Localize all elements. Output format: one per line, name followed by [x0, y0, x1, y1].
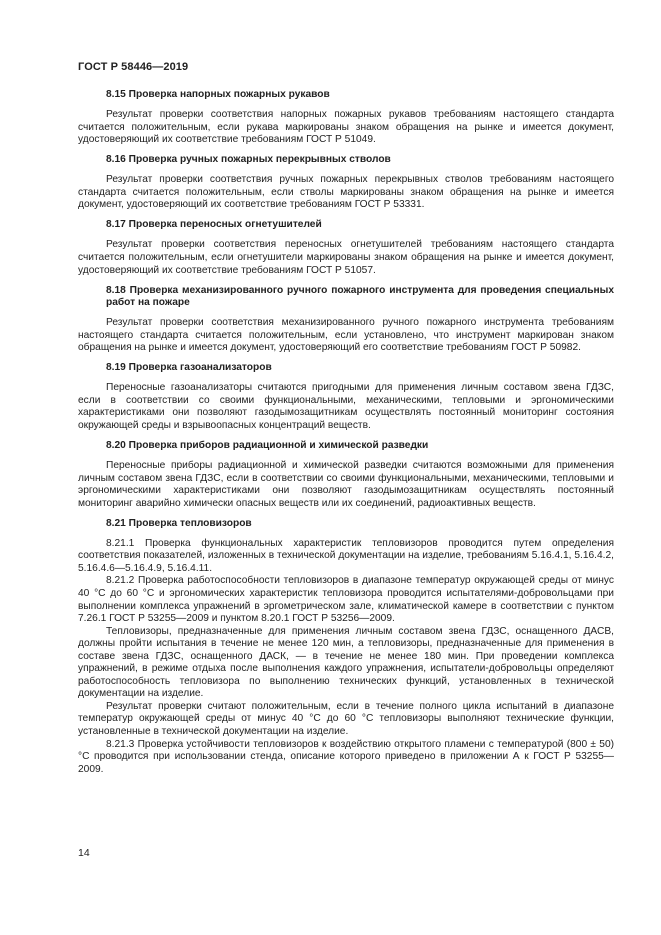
section-paragraph: 8.21.2 Проверка работоспособности тепловизоров в диапазоне температур окружающей среды от минус 40 °С до 60 °С и эргономических характеристик тепловизора проводится испытателями-добровольцами при выполнении комплекса упражнений в эргометрическом зале, климатической камере в соответствии с пунктом 7.26.1 ГОСТ Р 53255—2009 и пунктом 8.20.1 ГОСТ Р 53256—2009.	[78, 575, 614, 625]
section-heading: 8.18 Проверка механизированного ручного пожарного инструмента для проведения специальных работ на пожаре	[106, 284, 614, 309]
section-paragraph: Переносные газоанализаторы считаются пригодными для применения личным составом звена ГДЗС, если в соответствии со своими функциональными, механическими, тепловыми и эргономическими характеристиками они позволяют газодымозащитникам осуществлять постоянный мониторинг состояния окружающей среды и взрывоопасных концентраций веществ.	[78, 382, 614, 431]
section-paragraph: Результат проверки соответствия ручных пожарных перекрывных стволов требованиям настоящего стандарта считается положительным, если стволы маркированы знаком обращения на рынке и имеется документ, удостоверяющий их соответствие требованиям ГОСТ Р 53331.	[78, 174, 614, 211]
section-8-16	[78, 154, 614, 212]
section-heading: 8.19 Проверка газоанализаторов	[106, 362, 272, 374]
section-paragraph: Результат проверки считают положительным, если в течение полного цикла испытаний в диапазоне температур окружающей среды от минус 40 °С до 60 °С тепловизоры выполняют технические функции, установленные в технической документации на изделие.	[78, 700, 614, 738]
section-8-17	[78, 219, 614, 277]
section-heading: 8.21 Проверка тепловизоров	[106, 517, 252, 529]
section-8-21	[78, 518, 614, 776]
document-body	[78, 89, 614, 776]
section-8-18	[78, 285, 614, 355]
section-paragraph: Переносные приборы радиационной и химической разведки считаются возможными для применения личным составом звена ГДЗС, если в соответствии со своими функциональными, механическими, тепловыми и эргономическими характеристиками они позволяют газодымозащитникам осуществлять постоянный мониторинг аварийно химически опасных веществ или их соединений, радиоактивных веществ.	[78, 460, 614, 509]
section-8-19	[78, 362, 614, 432]
section-paragraph: Результат проверки соответствия механизированного ручного пожарного инструмента требованиям настоящего стандарта считается положительным, если установлено, что инструмент маркирован знаком обращения на рынке и имеется документ, удостоверяющий его соответствие требованиям ГОСТ Р 50982.	[78, 317, 614, 354]
section-8-15	[78, 89, 614, 147]
section-heading: 8.16 Проверка ручных пожарных перекрывных стволов	[106, 154, 391, 166]
section-paragraph: Тепловизоры, предназначенные для применения личным составом звена ГДЗС, оснащенного ДАСВ, должны пройти испытания в течение не менее 120 мин, а тепловизоры, предназначенные для применения в составе звена ГДЗС, оснащенного ДАСК, — в течение не менее 180 мин. При проведении комплекса упражнений, в режиме отдыха после выполнения каждого упражнения, испытатели-добровольцы определяют работоспособность тепловизора по выполнению технических функций, установленных в технической документации на изделие.	[78, 625, 614, 700]
section-8-20	[78, 440, 614, 510]
section-paragraph: 8.21.1 Проверка функциональных характеристик тепловизоров проводится путем определения соответствия показателей, изложенных в технической документации на изделие, требованиям 5.16.4.1, 5.16.4.2, 5.16.4.6—5.16.4.9, 5.16.4.11.	[78, 537, 614, 574]
page-number: 14	[78, 847, 90, 859]
section-paragraph: Результат проверки соответствия напорных пожарных рукавов требованиям настоящего стандарта считается положительным, если рукава маркированы знаком обращения на рынке и имеется документ, удостоверяющий их соответствие требованиям ГОСТ Р 51049.	[78, 109, 614, 146]
section-heading: 8.20 Проверка приборов радиационной и химической разведки	[106, 440, 429, 452]
section-heading: 8.17 Проверка переносных огнетушителей	[106, 219, 322, 231]
section-heading: 8.15 Проверка напорных пожарных рукавов	[106, 89, 330, 100]
section-paragraph: 8.21.3 Проверка устойчивости тепловизоров к воздействию открытого пламени с температурой (800 ± 50) °С проводится при использовании стенда, описание которого приведено в приложении А к ГОСТ Р 53255—2009.	[78, 738, 614, 775]
standard-header: ГОСТ Р 58446—2019	[78, 61, 189, 73]
section-paragraph: Результат проверки соответствия переносных огнетушителей требованиям настоящего стандарта считается положительным, если огнетушители маркированы знаком обращения на рынке и имеется документ, удостоверяющий их соответствие требованиям ГОСТ Р 51057.	[78, 239, 614, 276]
